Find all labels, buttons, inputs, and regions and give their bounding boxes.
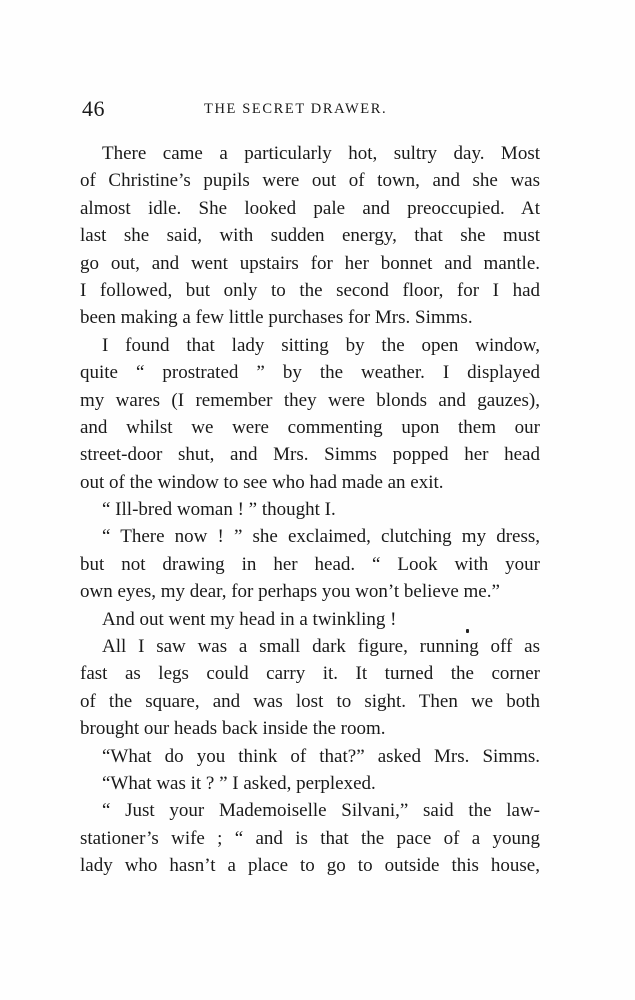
ink-speck xyxy=(466,629,469,633)
page-header xyxy=(82,96,542,126)
text-line: fast as legs could carry it. It turned the corner xyxy=(80,663,540,685)
text-line: “What was it ? ” I asked, perplexed. xyxy=(102,772,376,794)
text-line: almost idle. She looked pale and preoccupied. At xyxy=(80,197,540,219)
text-line: lady who hasn’t a place to go to outside this house, xyxy=(80,855,540,877)
text-line: out of the window to see who had made an exit. xyxy=(80,471,444,493)
text-line: quite “ prostrated ” by the weather. I displayed xyxy=(80,362,540,384)
page-number: 46 xyxy=(82,96,105,121)
text-line: And out went my head in a twinkling ! xyxy=(102,608,397,630)
running-title: THE SECRET DRAWER. xyxy=(204,101,388,117)
text-line: “ There now ! ” she exclaimed, clutching my dress, xyxy=(102,526,540,548)
text-line: stationer’s wife ; “ and is that the pace of a young xyxy=(80,827,540,849)
text-line: “ Ill-bred woman ! ” thought I. xyxy=(102,499,336,521)
text-line: I found that lady sitting by the open window, xyxy=(102,334,540,356)
text-line: “What do you think of that?” asked Mrs. Simms. xyxy=(102,745,540,767)
text-line: own eyes, my dear, for perhaps you won’t believe me.” xyxy=(80,581,500,603)
text-line: brought our heads back inside the room. xyxy=(80,718,386,740)
text-line: street-door shut, and Mrs. Simms popped her head xyxy=(80,444,540,466)
text-line: I followed, but only to the second floor, for I had xyxy=(80,279,540,301)
text-line: of the square, and was lost to sight. Then we both xyxy=(80,690,540,712)
text-line: but not drawing in her head. “ Look with your xyxy=(80,553,540,575)
text-line: been making a few little purchases for Mrs. Simms. xyxy=(80,307,473,329)
text-line: of Christine’s pupils were out of town, and she was xyxy=(80,170,540,192)
text-line: All I saw was a small dark figure, running off as xyxy=(102,636,540,658)
text-line: “ Just your Mademoiselle Silvani,” said the law- xyxy=(102,800,540,822)
body-text xyxy=(80,140,540,880)
text-line: There came a particularly hot, sultry day. Most xyxy=(102,143,540,164)
text-line: go out, and went upstairs for her bonnet and mantle. xyxy=(80,252,540,274)
text-line: last she said, with sudden energy, that she must xyxy=(80,225,540,247)
text-line: my wares (I remember they were blonds and gauzes), xyxy=(80,389,540,411)
text-line: and whilst we were commenting upon them our xyxy=(80,416,540,438)
